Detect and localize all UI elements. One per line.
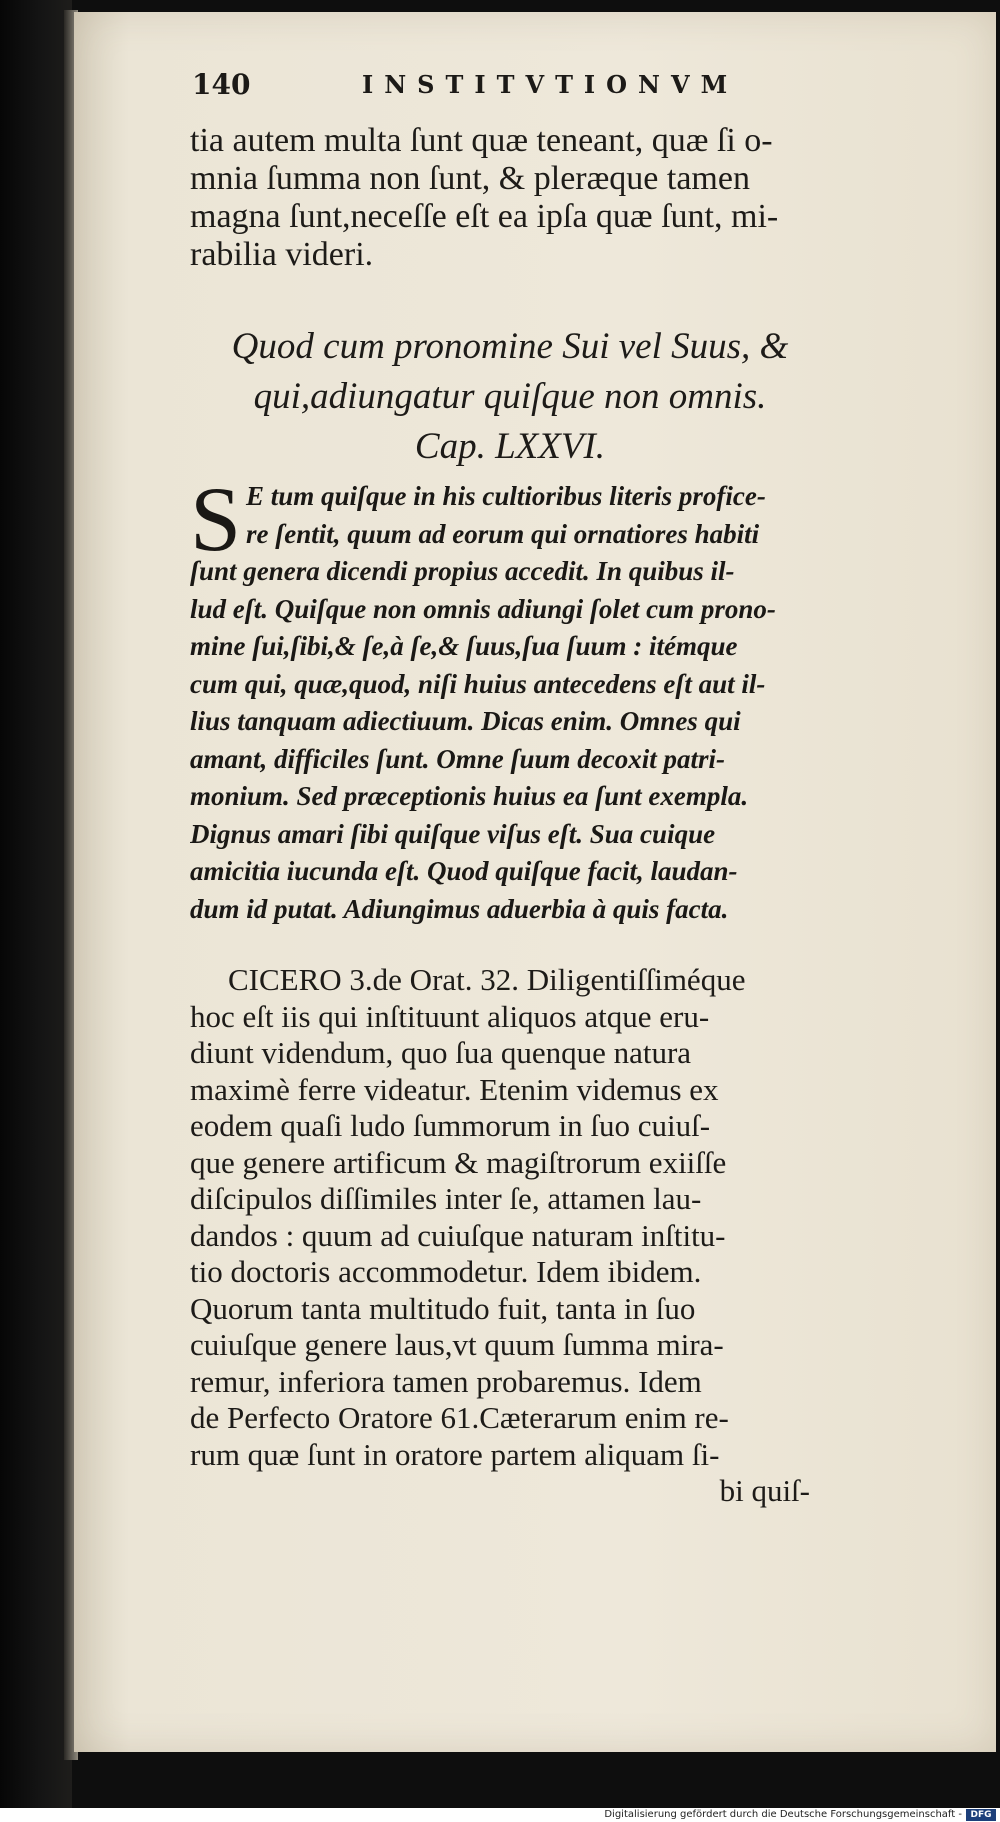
running-head: INSTITVTIONVM [362, 70, 739, 99]
text-line: de Perfecto Oratore 61.Cæterarum enim re- [190, 1400, 729, 1435]
text-line: rum quæ ſunt in oratore partem aliquam ſi- [190, 1436, 720, 1472]
text-line: lius tanquam adiectiuum. Dicas enim. Omnes qui [190, 706, 741, 736]
chapter-number: Cap. LXXVI. [414, 426, 606, 467]
text-line: remur, inferiora tamen probaremus. Idem [190, 1363, 702, 1399]
drop-capital: S [190, 468, 242, 570]
dfg-logo[interactable]: DFG [966, 1809, 996, 1821]
text-line: monium. Sed præceptionis huius ea ſunt exempla. [190, 781, 749, 811]
text-line: re ſentit, quum ad eorum qui ornatiores habiti [246, 518, 760, 549]
funding-credit: Digitalisierung gefördert durch die Deutsche Forschungsgemeinschaft - [604, 1809, 962, 1820]
text-line: cum qui, quæ,quod, niſi huius antecedens eſt aut il- [190, 668, 766, 699]
text-line: dum id putat. Adiungimus aduerbia à quis facta. [190, 893, 729, 924]
text-line: eodem quaſi ludo ſummorum in ſuo cuiuſ- [190, 1108, 711, 1143]
text-line: tio doctoris accommodetur. Idem ibidem. [190, 1254, 702, 1289]
heading-line: qui,adiungatur quiſque non omnis. [253, 376, 767, 417]
text-line: cuiuſque genere laus,vt quum ſumma mira- [190, 1327, 724, 1362]
book-spine [0, 0, 72, 1822]
text-line: Quorum tanta multitudo fuit, tanta in ſuo [190, 1290, 696, 1326]
text-line: CICERO 3.de Orat. 32. Diligentiſſiméque [228, 962, 746, 997]
text-line: rabilia videri. [190, 236, 374, 273]
text-line: hoc eſt iis qui inſtituunt aliquos atque eru- [190, 998, 710, 1034]
text-line: que genere artificum & magiſtrorum exiiſſe [190, 1144, 727, 1180]
text-line: amant, difficiles ſunt. Omne ſuum decoxit patri- [190, 743, 726, 774]
page-header [192, 68, 822, 108]
text-line: mine ſui,ſibi,& ſe,à ſe,& ſuus,ſua ſuum : itémque [190, 631, 738, 661]
italic-paragraph [190, 468, 830, 928]
text-line: tia autem multa ſunt quæ teneant, quæ ſi o- [190, 122, 773, 159]
text-line: Dignus amari ſibi quiſque viſus eſt. Sua cuique [190, 818, 716, 849]
text-line: maximè ferre videatur. Etenim videmus ex [190, 1071, 719, 1107]
text-line: mnia ſumma non ſunt, & pleræque tamen [190, 160, 750, 197]
page-number: 140 [192, 68, 251, 101]
text-line: diunt videndum, quo ſua quenque natura [190, 1035, 692, 1070]
roman-paragraph [190, 962, 830, 1510]
top-paragraph [190, 122, 830, 274]
text-line: E tum quiſque in his cultioribus literis profice- [246, 481, 766, 511]
text-line: lud eſt. Quiſque non omnis adiungi ſolet cum prono- [190, 593, 776, 624]
text-line: ſunt genera dicendi propius accedit. In quibus il- [190, 556, 735, 586]
catchword: bi quiſ- [719, 1473, 810, 1508]
heading-line: Quod cum pronomine Sui vel Suus, & [231, 326, 789, 367]
text-line: diſcipulos diſſimiles inter ſe, attamen lau- [190, 1181, 702, 1216]
text-line: amicitia iucunda eſt. Quod quiſque facit, laudan- [190, 856, 738, 886]
text-line: dandos : quum ad cuiuſque naturam inſtitu- [190, 1217, 726, 1253]
chapter-heading [190, 322, 830, 472]
text-line: magna ſunt,neceſſe eſt ea ipſa quæ ſunt, mi- [190, 198, 779, 235]
